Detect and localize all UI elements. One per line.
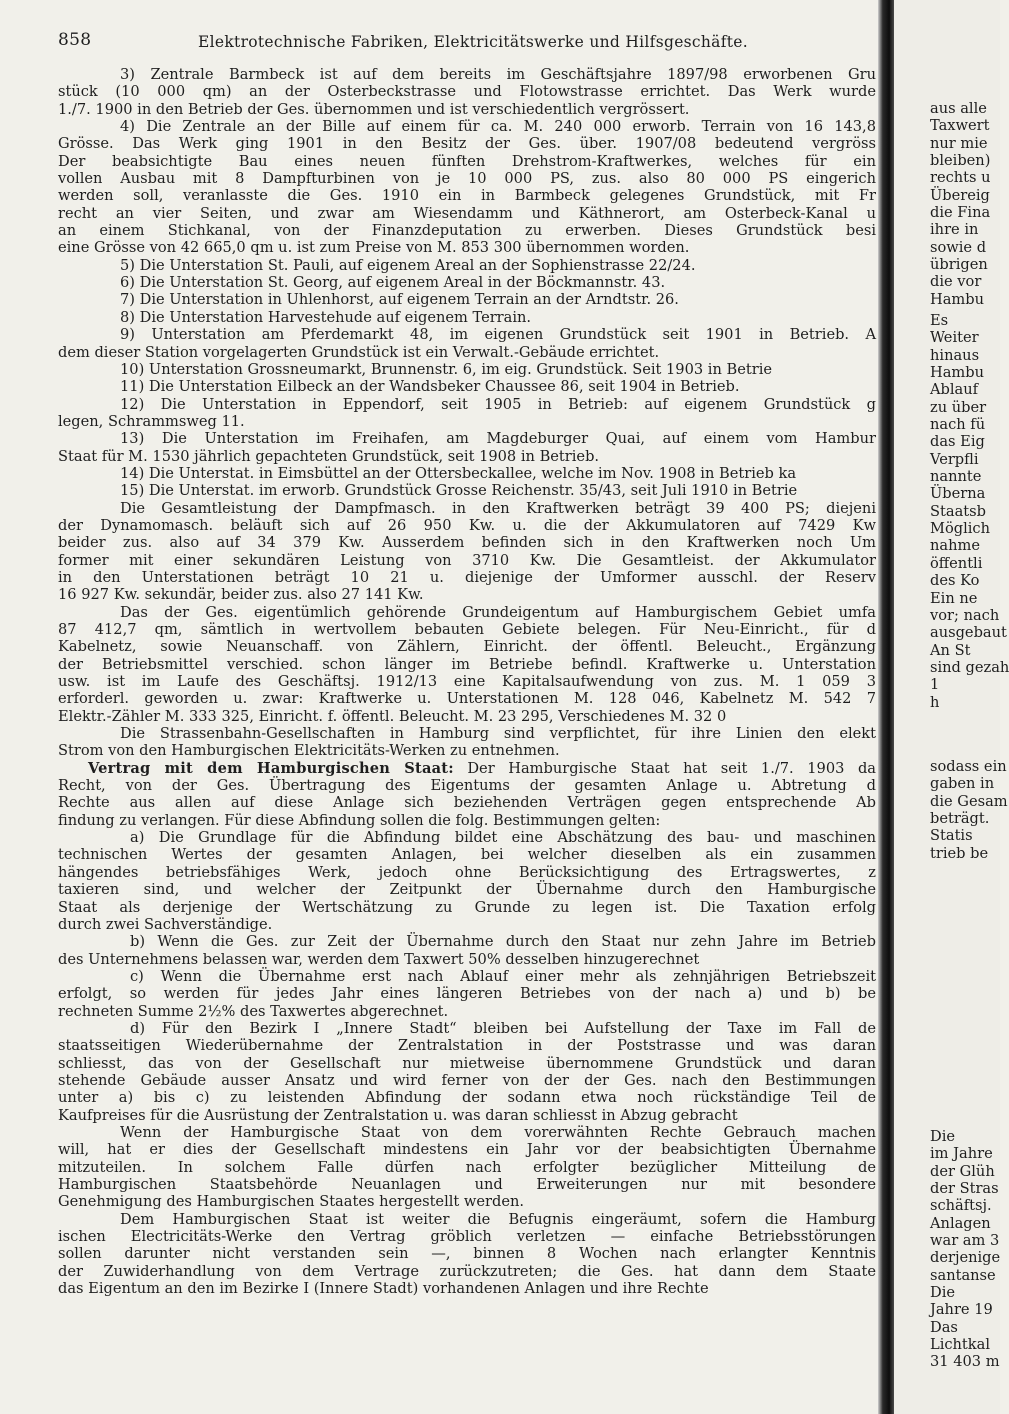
- text-line: former mit einer sekundären Leistung von 3710 Kw. Die Gesamtleist. der Akkumulator: [58, 551, 876, 569]
- fragment-block-bottom: [930, 1128, 1000, 1371]
- text-line: an einem Stichkanal, von der Finanzdeputation zu erwerben. Dieses Grundstück besi: [58, 222, 876, 240]
- paragraph: [58, 829, 876, 933]
- text-line: der Zuwiderhandlung von dem Vertrage zurückzutreten; die Ges. hat dann dem Staate: [58, 1262, 876, 1280]
- text-line: Genehmigung des Hamburgischen Staates hergestellt werden.: [58, 1193, 525, 1211]
- fragment-line: aus alle: [930, 100, 987, 117]
- fragment-line: hinaus: [930, 346, 980, 364]
- running-header-title: Elektrotechnische Fabriken, Elektricitätswerke und Hilfsgeschäfte.: [198, 33, 748, 51]
- paragraph: [58, 430, 876, 465]
- fragment-line: trieb be: [930, 844, 989, 862]
- fragment-line: Ablauf: [930, 381, 979, 399]
- text-line: 7) Die Unterstation in Uhlenhorst, auf eigenem Terrain an der Arndtstr. 26.: [120, 291, 679, 309]
- page-number: 858: [58, 30, 92, 50]
- text-line: b) Wenn die Ges. zur Zeit der Übernahme durch den Staat nur zehn Jahre im Betrieb: [130, 933, 876, 951]
- book-page-858: [58, 22, 876, 1402]
- text-line: 87 412,7 qm, sämtlich in wertvollem bebauten Gebiete belegen. Für Neu-Einricht., für d: [58, 621, 876, 638]
- text-line: 8) Die Unterstation Harvestehude auf eigenem Terrain.: [120, 308, 532, 326]
- fragment-line: Hambu: [930, 290, 985, 308]
- fragment-line: nannte: [930, 468, 982, 486]
- paragraph: [58, 257, 876, 274]
- paragraph: [58, 361, 876, 378]
- text-line: d) Für den Bezirk I „Innere Stadt“ bleiben bei Aufstellung der Taxe im Fall de: [130, 1019, 876, 1037]
- fragment-line: der Stras: [930, 1180, 999, 1198]
- fragment-line: rechts u: [930, 169, 991, 187]
- text-line: 11) Die Unterstation Eilbeck an der Wandsbeker Chaussee 86, seit 1904 in Betrieb.: [120, 378, 740, 396]
- fragment-line: h: [930, 693, 940, 711]
- text-line: 12) Die Unterstation in Eppendorf, seit 1905 in Betrieb: auf eigenem Grundstück g: [120, 395, 876, 413]
- fragment-line: der Glüh: [930, 1162, 995, 1180]
- fragment-line: Weiter: [930, 329, 979, 347]
- text-line: technischen Wertes der gesamten Anlagen, bei welcher dieselben als ein zusammen: [58, 846, 876, 864]
- text-line: erforderl. geworden u. zwar: Kraftwerke u. Unterstationen M. 128 046, Kabelnetz M. 542 7: [58, 690, 876, 708]
- paragraph: [58, 482, 876, 499]
- fragment-line: vor; nach: [930, 606, 1000, 624]
- fragment-line: nach fü: [930, 416, 986, 434]
- paragraph: [58, 326, 876, 361]
- text-line: taxieren sind, und welcher der Zeitpunkt der Übernahme durch den Hamburgische: [58, 881, 876, 899]
- text-line: unter a) bis c) zu leistenden Abfindung der sodann etwa noch rückständige Teil de: [58, 1089, 876, 1107]
- paragraph: [58, 725, 876, 760]
- fragment-line: die Gesam: [930, 792, 1008, 810]
- fragment-line: sowie d: [930, 238, 987, 256]
- paragraph: [58, 396, 876, 431]
- fragment-line: Es: [930, 312, 949, 329]
- text-line: staatsseitigen Wiederübernahme der Zentralstation in der Poststrasse und was daran: [58, 1037, 876, 1055]
- text-line: das Eigentum an den im Bezirke I (Innere Stadt) vorhandenen Anlagen und ihre Rechte: [58, 1280, 709, 1298]
- fragment-line: Möglich: [930, 520, 990, 538]
- text-line: 6) Die Unterstation St. Georg, auf eigenem Areal in der Böckmannstr. 43.: [120, 274, 666, 292]
- text-line: schliesst, das von der Gesellschaft nur mietweise übernommene Grundstück und daran: [58, 1054, 876, 1072]
- text-line: [58, 760, 876, 777]
- text-line: Recht, von der Ges. Übertragung des Eigentums der gesamten Anlage u. Abtretung d: [58, 777, 876, 795]
- fragment-line: öffentli: [930, 554, 983, 572]
- paragraph: [58, 760, 876, 829]
- text-line: 14) Die Unterstat. in Eimsbüttel an der Ottersbeckallee, welche im Nov. 1908 in Betrieb ka: [120, 464, 797, 482]
- fragment-line: nahme: [930, 537, 980, 555]
- text-line: hängendes betriebsfähiges Werk, jedoch ohne Berücksichtigung des Ertragswertes, z: [58, 863, 876, 881]
- text-line: 13) Die Unterstation im Freihafen, am Magdeburger Quai, auf einem vom Hambur: [120, 430, 876, 448]
- fragment-line: des Ko: [930, 572, 980, 590]
- fragment-line: ihre in: [930, 221, 979, 239]
- text-line: Die Gesamtleistung der Dampfmasch. in den Kraftwerken beträgt 39 400 PS; diejeni: [120, 499, 876, 517]
- fragment-line: die vor: [930, 273, 982, 291]
- fragment-line: Die: [930, 1128, 956, 1145]
- fragment-line: übrigen: [930, 256, 988, 274]
- fragment-line: Lichtkal: [930, 1336, 991, 1354]
- fragment-line: Statis: [930, 827, 973, 845]
- text-line: durch zwei Sachverständige.: [58, 915, 273, 933]
- fragment-line: Anlagen: [930, 1214, 991, 1232]
- paragraph: [58, 291, 876, 308]
- paragraph: [58, 604, 876, 725]
- fragment-line: Ein ne: [930, 589, 978, 607]
- fragment-line: santanse: [930, 1266, 996, 1284]
- fragment-line: Das: [930, 1318, 958, 1336]
- text-line: 9) Unterstation am Pferdemarkt 48, im eigenen Grundstück seit 1901 in Betrieb. A: [120, 326, 876, 344]
- fragment-line: Verpfli: [930, 450, 979, 468]
- fragment-line: An St: [930, 641, 971, 659]
- fragment-block-es: [930, 312, 1009, 711]
- paragraph: [58, 1211, 876, 1298]
- paragraph: [58, 500, 876, 604]
- text-line: 5) Die Unterstation St. Pauli, auf eigenem Areal an der Sophienstrasse 22/24.: [120, 256, 696, 274]
- text-line: Das der Ges. eigentümlich gehörende Grundeigentum auf Hamburgischem Gebiet umfa: [120, 603, 876, 621]
- text-line: 4) Die Zentrale an der Bille auf einem für ca. M. 240 000 erworb. Terrain von 16 143,8: [120, 118, 876, 136]
- text-line: Strom von den Hamburgischen Elektricitäts-Werken zu entnehmen.: [58, 742, 560, 760]
- text-line: stehende Gebäude ausser Ansatz und wird ferner von der der Ges. nach den Bestimmungen: [58, 1071, 876, 1089]
- text-line: beider zus. also auf 34 379 Kw. Ausserdem befinden sich in den Kraftwerken noch Um: [58, 534, 876, 552]
- text-line: vollen Ausbau mit 8 Dampfturbinen von je 10 000 PS, zus. also 80 000 PS eingerich: [58, 170, 876, 188]
- text-line: 1./7. 1900 in den Betrieb der Ges. übernommen und ist verschiedentlich vergrössert.: [58, 100, 690, 118]
- fragment-line: sind gezah: [930, 658, 1009, 676]
- paragraph: [58, 465, 876, 482]
- fragment-line: Übereig: [930, 186, 990, 204]
- book-gutter-shadow: [878, 0, 894, 1414]
- fragment-line: 31 403 m: [930, 1353, 1000, 1371]
- text-line: a) Die Grundlage für die Abfindung bildet eine Abschätzung des bau- und maschinen: [130, 829, 876, 847]
- text-line: legen, Schrammsweg 11.: [58, 412, 245, 430]
- text-line: Kabelnetz, sowie Neuanschaff. von Zählern, Einricht. der öffentl. Beleucht., Ergänzung: [58, 638, 876, 656]
- text-line: stück (10 000 qm) an der Osterbeckstrasse und Flotowstrasse errichtet. Das Werk wurde: [58, 83, 876, 101]
- text-line: erfolgt, so werden für jedes Jahr eines längeren Betriebes von der nach a) und b) be: [58, 985, 876, 1003]
- fragment-line: derjenige: [930, 1249, 1001, 1267]
- fragment-line: Die: [930, 1284, 956, 1302]
- fragment-line: Taxwert: [930, 117, 990, 135]
- fragment-line: Staatsb: [930, 502, 986, 520]
- fragment-line: Hambu: [930, 364, 985, 382]
- adjacent-page-fragment: [894, 0, 1009, 1414]
- paragraph: [58, 968, 876, 1020]
- fragment-line: schäftsj.: [930, 1197, 992, 1215]
- text-line: 10) Unterstation Grossneumarkt, Brunnenstr. 6, im eig. Grundstück. Seit 1903 in Betrie: [120, 360, 773, 378]
- fragment-line: Jahre 19: [930, 1301, 993, 1319]
- paragraph: [58, 1124, 876, 1211]
- text-line: Dem Hamburgischen Staat ist weiter die Befugnis eingeräumt, sofern die Hamburg: [120, 1210, 876, 1228]
- body-text: [58, 66, 876, 1297]
- text-line: mitzuteilen. In solchem Falle dürfen nach erfolgter bezüglicher Mitteilung de: [58, 1158, 876, 1176]
- running-header: [58, 22, 876, 52]
- fragment-line: bleiben): [930, 152, 991, 170]
- text-line: Elektr.-Zähler M. 333 325, Einricht. f. öffentl. Beleucht. M. 23 295, Verschiedenes M. 32 0: [58, 707, 727, 725]
- fragment-line: beträgt.: [930, 810, 990, 828]
- text-line: in den Unterstationen beträgt 10 21 u. diejenige der Umformer ausschl. der Reserv: [58, 568, 876, 586]
- fragment-line: gaben in: [930, 775, 995, 793]
- fragment-block-mid: [930, 758, 1008, 862]
- text-line: will, hat er dies der Gesellschaft mindestens ein Jahr vor der beabsichtigten Übernahme: [58, 1141, 876, 1159]
- text-line: findung zu verlangen. Für diese Abfindung sollen die folg. Bestimmungen gelten:: [58, 811, 661, 829]
- fragment-block-top: [930, 100, 991, 308]
- fragment-line: war am 3: [930, 1232, 1000, 1250]
- fragment-line: Überna: [930, 485, 986, 503]
- text-line: Wenn der Hamburgische Staat von dem vorerwähnten Rechte Gebrauch machen: [120, 1123, 876, 1141]
- text-line: der Dynamomasch. beläuft sich auf 26 950 Kw. u. die der Akkumulatoren auf 7429 Kw: [58, 516, 876, 534]
- text-line: der Betriebsmittel verschied. schon länger im Betriebe befindl. Kraftwerke u. Unterstation: [58, 655, 876, 673]
- text-line: eine Grösse von 42 665,0 qm u. ist zum Preise von M. 853 300 übernommen worden.: [58, 239, 690, 257]
- paragraph: [58, 1020, 876, 1124]
- paragraph: [58, 66, 876, 118]
- text-line: 16 927 Kw. sekundär, beider zus. also 27 141 Kw.: [58, 586, 424, 604]
- fragment-line: nur mie: [930, 134, 988, 152]
- text-line: Der beabsichtigte Bau eines neuen fünften Drehstrom-Kraftwerkes, welches für ein: [58, 152, 876, 170]
- text-line: des Unternehmens belassen war, werden dem Taxwert 50% desselben hinzugerechnet: [58, 950, 700, 968]
- fragment-line: 1: [930, 676, 940, 694]
- paragraph: [58, 378, 876, 395]
- text-run: Der Hamburgische Staat hat seit 1./7. 1903 da: [453, 759, 876, 777]
- text-line: ischen Electricitäts-Werke den Vertrag gröblich verletzen — einfache Betriebsstörungen: [58, 1228, 876, 1246]
- text-line: sollen darunter nicht verstanden sein —, binnen 8 Wochen nach erlangter Kenntnis: [58, 1245, 876, 1263]
- paragraph: [58, 118, 876, 257]
- text-line: rechneten Summe 2½% des Taxwertes abgerechnet.: [58, 1002, 449, 1020]
- paragraph: [58, 274, 876, 291]
- fragment-line: die Fina: [930, 204, 991, 222]
- text-line: 3) Zentrale Barmbeck ist auf dem bereits im Geschäftsjahre 1897/98 erworbenen Gru: [120, 66, 876, 83]
- text-line: Grösse. Das Werk ging 1901 in den Besitz der Ges. über. 1907/08 bedeutend vergröss: [58, 135, 876, 153]
- paragraph: [58, 309, 876, 326]
- text-line: dem dieser Station vorgelagerten Grundstück ist ein Verwalt.-Gebäude errichtet.: [58, 343, 660, 361]
- section-lead-heading: Vertrag mit dem Hamburgischen Staat:: [88, 759, 454, 777]
- fragment-line: zu über: [930, 398, 987, 416]
- text-line: recht an vier Seiten, und zwar am Wiesendamm und Käthnerort, am Osterbeck-Kanal u: [58, 204, 876, 222]
- fragment-line: sodass ein: [930, 758, 1007, 775]
- text-line: Hamburgischen Staatsbehörde Neuanlagen und Erweiterungen nur mit besondere: [58, 1176, 876, 1193]
- text-line: werden soll, veranlasste die Ges. 1910 ein in Barmbeck gelegenes Grundstück, mit Fr: [58, 187, 876, 205]
- text-line: usw. ist im Laufe des Geschäftsj. 1912/13 eine Kapitalsaufwendung von zus. M. 1 059 3: [58, 673, 876, 691]
- text-line: 15) Die Unterstat. im erworb. Grundstück Grosse Reichenstr. 35/43, seit Juli 1910 in Betrie: [120, 482, 798, 500]
- paragraph: [58, 933, 876, 968]
- text-line: Rechte aus allen auf diese Anlage sich beziehenden Verträgen gegen entsprechende Ab: [58, 794, 876, 812]
- text-line: Die Strassenbahn-Gesellschaften in Hamburg sind verpflichtet, für ihre Linien den elekt: [120, 725, 876, 743]
- text-line: Kaufpreises für die Ausrüstung der Zentralstation u. was daran schliesst in Abzug gebracht: [58, 1106, 738, 1124]
- text-line: c) Wenn die Übernahme erst nach Ablauf einer mehr als zehnjährigen Betriebszeit: [130, 967, 876, 985]
- fragment-line: ausgebaut: [930, 624, 1007, 642]
- text-line: Staat für M. 1530 jährlich gepachteten Grundstück, seit 1908 in Betrieb.: [58, 447, 600, 465]
- fragment-line: das Eig: [930, 433, 985, 451]
- text-line: Staat als derjenige der Wertschätzung zu Grunde zu legen ist. Die Taxation erfolg: [58, 898, 876, 916]
- fragment-line: im Jahre: [930, 1145, 993, 1163]
